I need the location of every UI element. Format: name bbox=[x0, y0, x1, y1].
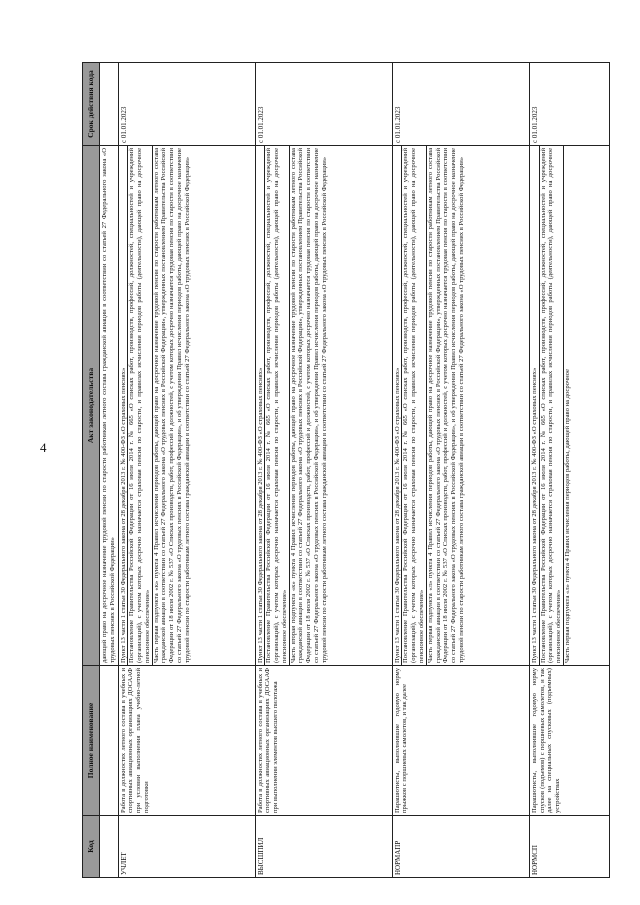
cell-code bbox=[100, 816, 119, 878]
cell-act bbox=[529, 146, 609, 666]
act-paragraph: Постановление Правительства Российской Федерации от 16 июля 2014 г. № 665 «О списках работ, производств, профессий, должностей, специальностей и учреждений (организаций), с учетом которых досрочно назначается страховая пенсия по старости, и правилах исчисления периодов работы (деятельности), дающей право на досрочное пенсионное обеспечение» bbox=[539, 148, 563, 663]
cell-act bbox=[118, 146, 255, 666]
act-paragraph: Постановление Правительства Российской Федерации от 16 июля 2014 г. № 665 «О списках работ, производств, профессий, должностей, специальностей и учреждений (организаций), с учетом которых досрочно назначается страховая пенсия по старости, и правилах исчисления периодов работы (деятельности), дающей право на досрочное пенсионное обеспечение» bbox=[402, 148, 425, 663]
header-name: Полное наименование bbox=[83, 666, 100, 816]
cell-date: с 01.01.2023 bbox=[118, 63, 255, 146]
cell-date: с 01.01.2023 bbox=[392, 63, 529, 146]
cell-code: УЧЛЕТ bbox=[118, 816, 255, 878]
cell-date: с 01.01.2023 bbox=[255, 63, 392, 146]
cell-act bbox=[100, 146, 119, 666]
cell-date: с 01.01.2023 bbox=[529, 63, 609, 146]
cell-name: Работа в должностях летного состава в учебных и спортивных авиационных организациях ДОСААФ при условии выполнения плана учебно-летной подготовки bbox=[118, 666, 255, 816]
cell-code: НОРМСП bbox=[529, 816, 609, 878]
act-paragraph: Часть первая подпункта «к» пункта 4 Правил исчисления периодов работы, дающей право на досрочное назначение трудовой пенсии по старости работникам летного состава гражданской авиации в соответствии со статьей 27 Федерального закона «О трудовых пенсиях в Российской Федерации», утвержденных постановлением Правительства Российской Федерации от 18 июля 2002 г. № 537 «О Списках производств, работ, профессий и должностей, с учетом которых досрочно назначается трудовая пенсия по старости в соответствии со статьей 27 Федерального закона «О трудовых пенсиях в Российской Федерации», и об утверждении Правил исчисления периодов работы, дающей право на досрочное назначение трудовой пенсии по старости работникам летного состава гражданской авиации в соответствии со статьей 27 Федерального закона «О трудовых пенсиях в Российской Федерации» bbox=[152, 148, 191, 663]
cell-name: Парашютисты, выполнившие годовую норму спусков (подъемов) с поршневых самолетов, и так далее на специальных спусковых (подъемных) устройствах bbox=[529, 666, 609, 816]
table-header-row bbox=[83, 63, 100, 878]
header-code: Код bbox=[83, 816, 100, 878]
act-paragraph: Часть первая подпункта «л» пункта 4 Правил исчисления периодов работы, дающей право на досрочное bbox=[563, 146, 572, 665]
act-paragraph: дающий право на досрочное назначение трудовой пенсии по старости работникам летного состава гражданской авиации в соответствии со статьей 27 Федерального закона «О трудовых пенсиях в Российской Федерации» bbox=[101, 148, 116, 663]
cell-date bbox=[100, 63, 119, 146]
cell-name: Парашютисты, выполнившие годовую норму прыжков с поршневых самолетов, и так далее bbox=[392, 666, 529, 816]
rotated-page bbox=[82, 63, 610, 878]
table-row bbox=[118, 63, 255, 878]
act-paragraph: Пункт 13 части 1 статьи 30 Федерального закона от 28 декабря 2013 г. № 400-ФЗ «О страховых пенсиях» bbox=[256, 367, 264, 663]
cell-name bbox=[100, 666, 119, 816]
header-date: Срок действия кода bbox=[83, 63, 100, 146]
cell-code: НОРМАПР bbox=[392, 816, 529, 878]
act-paragraph: Часть первая подпункта «л» пункта 4 Правил исчисления периодов работы, дающей право на досрочное назначение трудовой пенсии по старости работникам летного состава гражданской авиации в соответствии со статьей 27 Федерального закона «О трудовых пенсиях в Российской Федерации», утвержденных постановлением Правительства Российской Федерации от 18 июля 2002 г. № 537 «О Списках производств, работ, профессий и должностей, с учетом которых досрочно назначается трудовая пенсия по старости в соответствии со статьей 27 Федерального закона «О трудовых пенсиях в Российской Федерации», и об утверждении Правил исчисления периодов работы, дающей право на досрочное назначение трудовой пенсии по старости работникам летного состава гражданской авиации в соответствии со статьей 27 Федерального закона «О трудовых пенсиях в Российской Федерации» bbox=[426, 148, 465, 663]
act-paragraph: Часть вторая подпункта «к» пункта 4 Правил исчисления периодов работы, дающей право на досрочное назначение трудовой пенсии по старости работникам летного состава гражданской авиации в соответствии со статьей 27 Федерального закона «О трудовых пенсиях в Российской Федерации», утвержденных постановлением Правительства Российской Федерации от 18 июля 2002 г. № 537 «О Списках производств, работ, профессий и должностей, с учетом которых досрочно назначается трудовая пенсия по старости в соответствии со статьей 27 Федерального закона «О трудовых пенсиях в Российской Федерации», и об утверждении Правил исчисления периодов работы, дающей право на досрочное назначение трудовой пенсии по старости работникам летного состава гражданской авиации в соответствии со статьей 27 Федерального закона «О трудовых пенсиях в Российской Федерации» bbox=[289, 148, 328, 663]
cell-code: ВЫСШПИЛ bbox=[255, 816, 392, 878]
act-paragraph: Пункт 13 части 1 статьи 30 Федерального закона от 28 декабря 2013 г. № 400-ФЗ «О страховых пенсиях» bbox=[119, 367, 127, 663]
act-paragraph: Пункт 13 части 1 статьи 30 Федерального закона от 28 декабря 2013 г. № 400-ФЗ «О страховых пенсиях» bbox=[393, 367, 401, 663]
act-paragraph: Постановление Правительства Российской Федерации от 16 июля 2014 г. № 665 «О списках работ, производств, профессий, должностей, специальностей и учреждений (организаций), с учетом которых досрочно назначается страховая пенсия по старости, и правилах исчисления периодов работы (деятельности), дающей право на досрочное пенсионное обеспечение» bbox=[128, 148, 151, 663]
cell-act bbox=[255, 146, 392, 666]
cell-act bbox=[392, 146, 529, 666]
table-row-continuation bbox=[100, 63, 119, 878]
page-number: 4 bbox=[40, 440, 47, 455]
act-paragraph: Пункт 13 части 1 статьи 30 Федерального закона от 28 декабря 2013 г. № 400-ФЗ «О страховых пенсиях» bbox=[530, 367, 538, 663]
table-row bbox=[529, 63, 609, 878]
cell-name: Работа в должностях летного состава в учебных и спортивных авиационных организациях ДОСААФ при выполнении элементов высшего пилотажа bbox=[255, 666, 392, 816]
header-act: Акт законодательства bbox=[83, 146, 100, 666]
table-row bbox=[392, 63, 529, 878]
table-row bbox=[255, 63, 392, 878]
act-paragraph: Постановление Правительства Российской Федерации от 16 июля 2014 г. № 665 «О списках работ, производств, профессий, должностей, специальностей и учреждений (организаций), с учетом которых досрочно назначается страховая пенсия по старости, и правилах исчисления периодов работы (деятельности), дающей право на досрочное пенсионное обеспечение» bbox=[265, 148, 288, 663]
codes-table bbox=[82, 62, 610, 878]
